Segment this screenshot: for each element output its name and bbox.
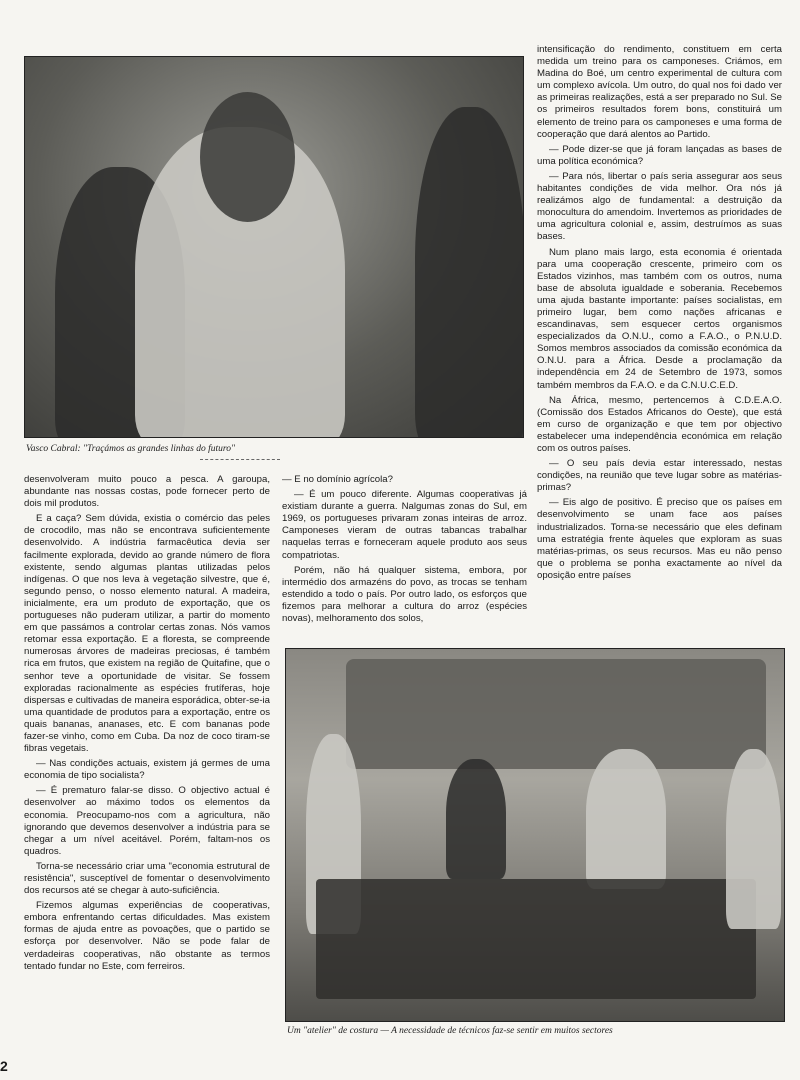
page-number: 2: [0, 1058, 8, 1074]
paragraph: — O seu país devia estar interessado, nestas condições, na reunião que teve lugar sobre as matérias-primas?: [537, 458, 782, 494]
paragraph: — Pode dizer-se que já foram lançadas as bases de uma política económica?: [537, 143, 782, 167]
photo-figure-center-head: [200, 92, 295, 222]
paragraph: Porém, não há qualquer sistema, embora, por intermédio dos armazéns do povo, as trocas se tenham estendido a todo o país. Por outro lado, os esforços que fizemos para melhorar a cultura do arroz (espécies novas), melhoramento dos solos,: [282, 564, 527, 625]
paragraph: — Para nós, libertar o país seria assegurar aos seus habitantes condições de vida melhor. Ora nós já realizámos algo de fundamental: a destruição da monocultura do amendoim. Invertemos as prioridades de uma agricultura colonial e, assim, destruímos as suas bases.: [537, 170, 782, 243]
column-right-top: [537, 44, 782, 644]
paragraph: Fizemos algumas experiências de cooperativas, embora enfrentando certas dificuldades. Mas existem formas de ajuda entre as povoações, que o partido se esforça por desenvolver. Não se pode falar de verdadeiras cooperativas, não obstante as termos tentado fundar no Este, com ferreiros.: [24, 900, 270, 972]
photo-figure-right: [415, 107, 524, 438]
photo-figure-seated-right: [586, 749, 666, 889]
photo-fabric-shelf: [346, 659, 766, 769]
paragraph: intensificação do rendimento, constituem em certa medida um treino para os camponeses. Criámos, em Madina do Boé, um centro experimental de cultura com um complexo avícola. Um outro, do qual nos foi dado ver as primeiras realizações, está a ser preparado no Sul. Se os primeiros resultados forem bons, constituirá um elemento de treino para os camponeses e uma forma de cooperação que dará alentos ao Partido.: [537, 44, 782, 140]
caption-divider: [200, 459, 280, 460]
photo-figure-seated-left: [446, 759, 506, 879]
paragraph: — Nas condições actuais, existem já germes de uma economia de tipo socialista?: [24, 758, 270, 782]
photo-vasco-cabral: [24, 56, 524, 438]
column-left: [24, 474, 270, 1046]
paragraph: — E no domínio agrícola?: [282, 474, 393, 485]
caption-top-photo: Vasco Cabral: "Traçámos as grandes linhas do futuro": [26, 444, 235, 454]
paragraph: Num plano mais largo, esta economia é orientada para uma cooperação crescente, primeiro com os Estados vizinhos, mas também com os outros, numa base de absoluta igualdade e soberania. Recebemos uma ajuda bastante importante: países socialistas, em primeiro lugar, bem como nações africanas e escandinavas, sem esquecer certos organismos especializados da O.N.U., como a F.A.O., o P.N.U.D. Somos membros associados da comissão económica da O.N.U. para a África. Desde a proclamação da independência em 24 de Setembro de 1973, somos também membros da F.A.O. e da C.N.U.C.E.D.: [537, 246, 782, 391]
paragraph: — Eis algo de positivo. É preciso que os países em desenvolvimento se unam face aos países industrializados. Torna-se necessário que eles definam uma estratégia frente àqueles que exploram as suas matérias-primas, os seus recursos. Mas eu não penso que o problema se ponha exactamente ao nível da oposição entre países: [537, 497, 782, 581]
paragraph: Torna-se necessário criar uma "economia estrutural de resistência", susceptível de fomentar o desenvolvimento dos recursos até se chegar à auto-suficiência.: [24, 860, 270, 897]
paragraph: — É prematuro falar-se disso. O objectivo actual é desenvolver ao máximo todos os elementos da economia. Preocupamo-nos com a agricultura, não ignorando que devemos desenvolver a indústria para se chegar a um nível aceitável. Porém, faltam-nos os quadros.: [24, 785, 270, 857]
photo-figure-far-right: [726, 749, 781, 929]
photo-sewing-atelier: [285, 648, 785, 1022]
paragraph: E a caça? Sem dúvida, existia o comércio das peles de crocodilo, mas não se encontrava suficientemente desenvolvido. A indústria farmacêutica devia ser facilmente explorada, devido ao grande número de flora existente, sendo algumas plantas utilizadas pelos indígenas. O que nos leva à vegetação silvestre, que é, segundo penso, o nosso elemento natural. A madeira, inicialmente, era um produto de exportação, que os portugueses não puderam utilizar, a partir do momento em que passámos a controlar certas zonas. Nós vamos retomar essa exportação. E a floresta, se compreende numerosas árvores de madeiras preciosas, é também rica em frutos, que existem na região de Quitafine, que o senhor teve a oportunidade de visitar. Se fossem exploradas racionalmente as espécies frutíferas, hoje dispersas e cultivadas de maneira esporádica, obter-se-ia uma quantidade de produtos para a exportação, entre os quais bananas, ananases, etc. E com bananas pode fazer-se vinho, como em Cuba. Da noz de coco tiram-se fibras vegetais.: [24, 513, 270, 755]
photo-sewing-machines: [316, 879, 756, 999]
paragraph: desenvolveram muito pouco a pesca. A garoupa, abundante nas nossas costas, pode fornecer perto de dois mil produtos.: [24, 474, 270, 510]
caption-bottom-photo: Um "atelier" de costura — A necessidade de técnicos faz-se sentir em muitos sectores: [287, 1026, 613, 1036]
paragraph: Na África, mesmo, pertencemos à C.D.E.A.O. (Comissão dos Estados Africanos do Oeste), que está em curso de organização e que tem por objectivo estabelecer uma independência económica em relação com os outros países.: [537, 394, 782, 454]
paragraph: — É um pouco diferente. Algumas cooperativas já existiam durante a guerra. Nalgumas zonas do Sul, em 1969, os portugueses privaram zonas inteiras de arroz. Camponeses vieram de outras tabancas trabalhar naquelas terras e forneceram aquele produto aos seus compatriotas.: [282, 489, 527, 561]
column-middle: [282, 474, 527, 642]
